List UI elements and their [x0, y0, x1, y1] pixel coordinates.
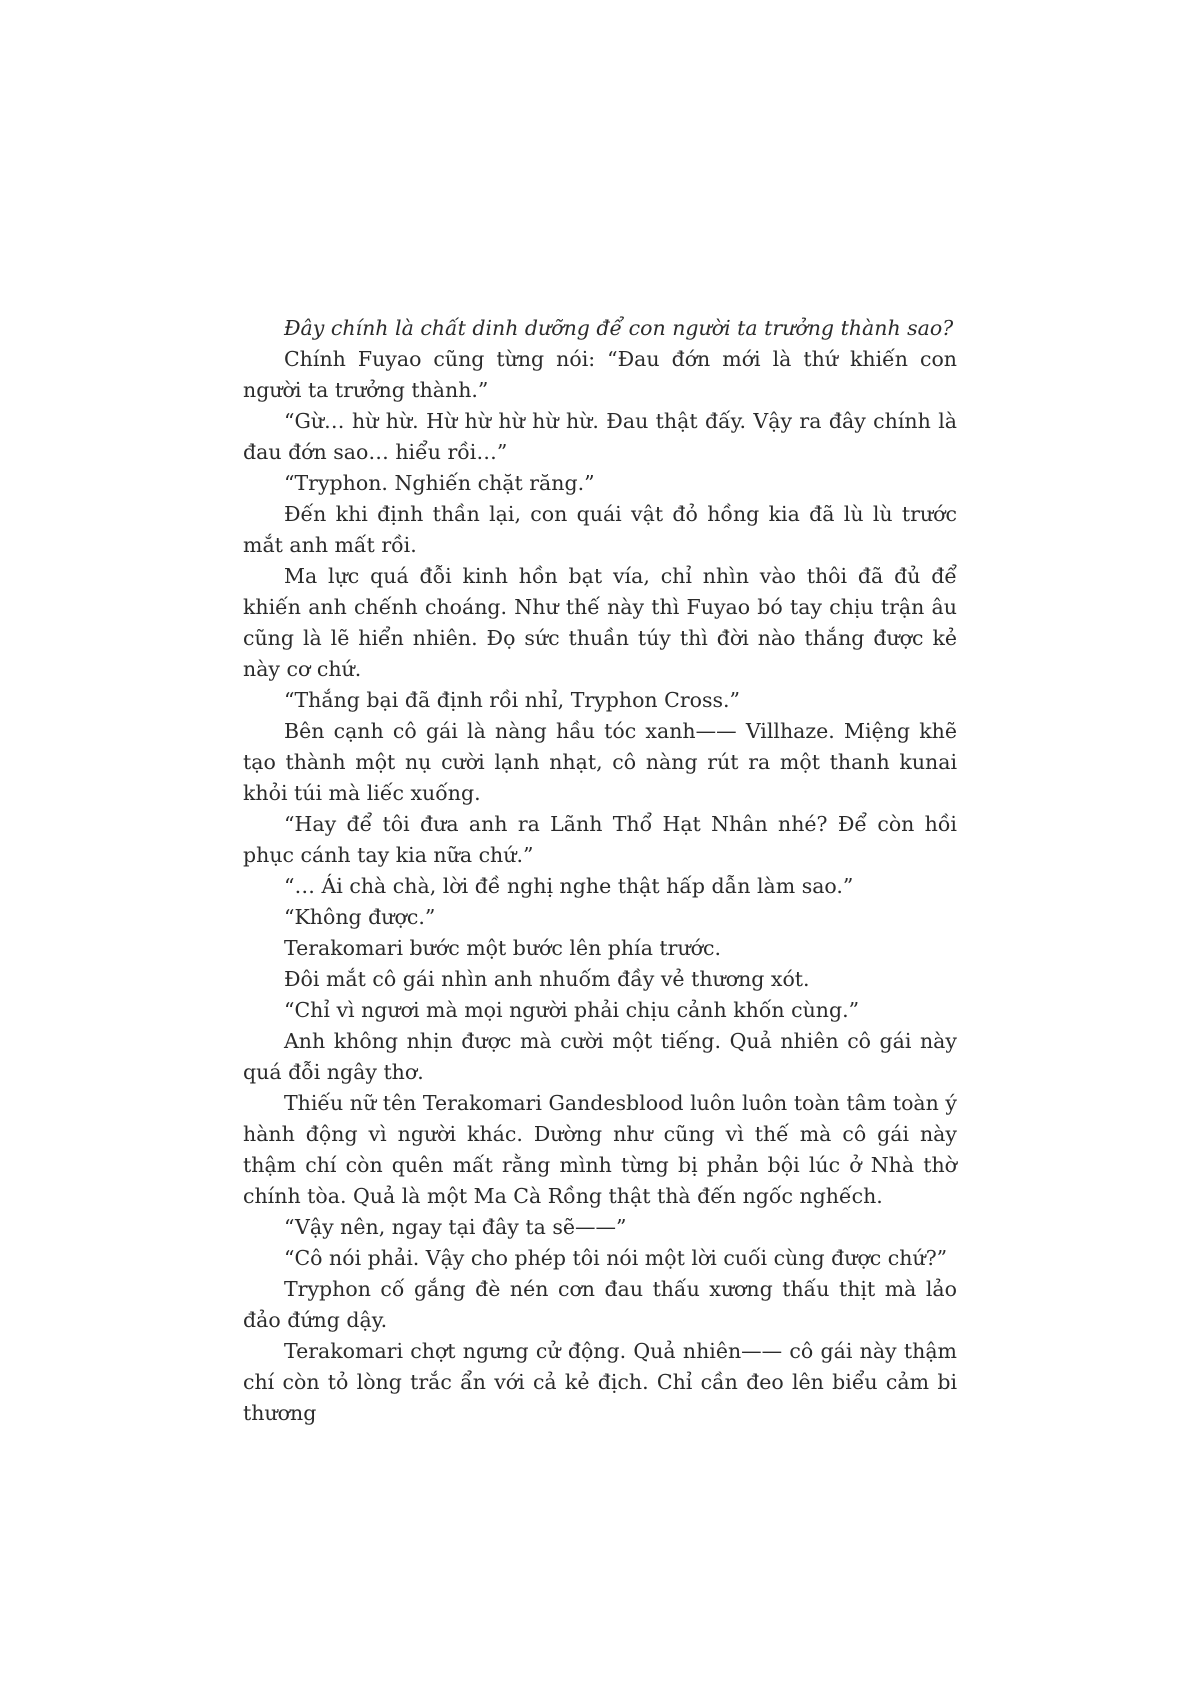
paragraph: “Không được.”: [284, 905, 436, 929]
paragraph: “Gừ… hừ hừ. Hừ hừ hừ hừ hừ. Đau thật đấy. Vậy ra đây chính là đau đớn sao… hiểu rồi…”: [243, 409, 957, 464]
paragraph: Thiếu nữ tên Terakomari Gandesblood luôn luôn toàn tâm toàn ý hành động vì người khác. Dường như cũng vì thế mà cô gái này thậm chí còn quên mất rằng mình từng bị phản bội lúc ở Nhà thờ chính tòa. Quả là một Ma Cà Rồng thật thà đến ngốc nghếch.: [243, 1091, 957, 1208]
paragraph: “Vậy nên, ngay tại đây ta sẽ——”: [284, 1215, 627, 1239]
paragraph: “… Ái chà chà, lời đề nghị nghe thật hấp dẫn làm sao.”: [284, 874, 854, 898]
paragraph: “Cô nói phải. Vậy cho phép tôi nói một lời cuối cùng được chứ?”: [284, 1246, 948, 1270]
paragraph: “Tryphon. Nghiến chặt răng.”: [284, 471, 595, 495]
paragraph: Tryphon cố gắng đè nén cơn đau thấu xương thấu thịt mà lảo đảo đứng dậy.: [243, 1277, 957, 1332]
paragraph: Terakomari bước một bước lên phía trước.: [284, 936, 722, 960]
paragraph: Terakomari chợt ngưng cử động. Quả nhiên—— cô gái này thậm chí còn tỏ lòng trắc ẩn với cả kẻ địch. Chỉ cần đeo lên biểu cảm bi thương: [243, 1339, 957, 1425]
paragraph: Bên cạnh cô gái là nàng hầu tóc xanh—— Villhaze. Miệng khẽ tạo thành một nụ cười lạnh nhạt, cô nàng rút ra một thanh kunai khỏi túi mà liếc xuống.: [243, 719, 957, 805]
paragraph: Ma lực quá đỗi kinh hồn bạt vía, chỉ nhìn vào thôi đã đủ để khiến anh chếnh choáng. Như thế này thì Fuyao bó tay chịu trận âu cũng là lẽ hiển nhiên. Đọ sức thuần túy thì đời nào thắng được kẻ này cơ chứ.: [243, 564, 957, 681]
paragraph: “Hay để tôi đưa anh ra Lãnh Thổ Hạt Nhân nhé? Để còn hồi phục cánh tay kia nữa chứ.”: [243, 812, 957, 867]
paragraph: Đến khi định thần lại, con quái vật đỏ hồng kia đã lù lù trước mắt anh mất rồi.: [243, 502, 957, 557]
paragraph: Chính Fuyao cũng từng nói: “Đau đớn mới là thứ khiến con người ta trưởng thành.”: [243, 347, 957, 402]
paragraph: “Thắng bại đã định rồi nhỉ, Tryphon Cross.”: [284, 688, 741, 712]
paragraph: Anh không nhịn được mà cười một tiếng. Quả nhiên cô gái này quá đỗi ngây thơ.: [243, 1029, 957, 1084]
paragraph: “Chỉ vì ngươi mà mọi người phải chịu cảnh khốn cùng.”: [284, 998, 860, 1022]
paragraph: Đôi mắt cô gái nhìn anh nhuốm đầy vẻ thương xót.: [284, 967, 810, 991]
body-text: [243, 313, 957, 1429]
paragraph: Đây chính là chất dinh dưỡng để con người ta trưởng thành sao?: [284, 316, 954, 340]
